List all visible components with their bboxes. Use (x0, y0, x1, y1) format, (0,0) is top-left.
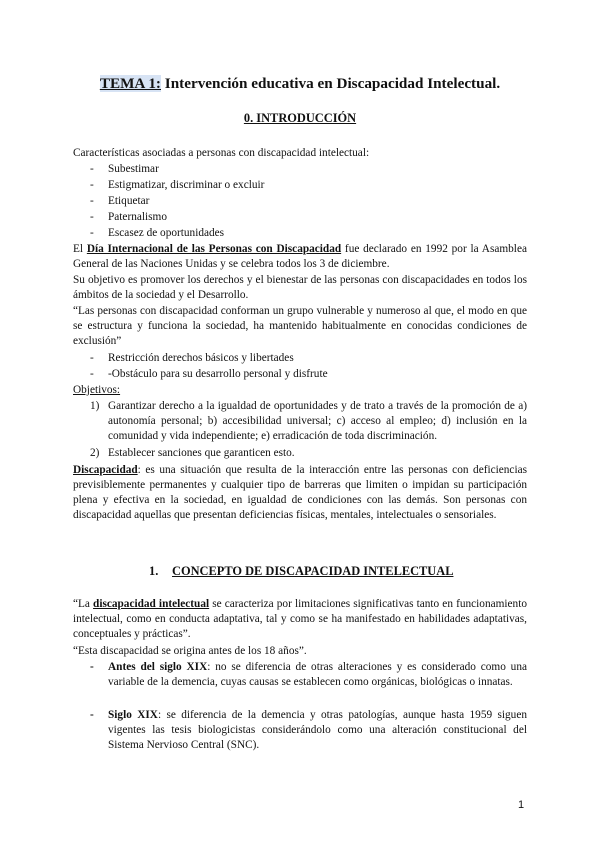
characteristics-intro: Características asociadas a personas con discapacidad intelectual: (73, 147, 370, 159)
discapacidad-intelectual-term: discapacidad intelectual (93, 598, 210, 610)
objective-paragraph: Su objetivo es promover los derechos y el bienestar de las personas con discapacidades en todos los ámbitos de la sociedad y el Desarrollo. (73, 274, 527, 302)
title-label: TEMA 1: (99, 75, 161, 92)
objetivos-label: Objetivos: (73, 384, 121, 396)
exclusion-quote: “Las personas con discapacidad conforman un grupo vulnerable y numeroso al que, el modo en que se estructura y funciona la sociedad, ha mantenido habitualmente en conocidas condiciones de exclusión” (73, 305, 527, 348)
section-heading-introduccion: 0. INTRODUCCIÓN (243, 111, 357, 125)
dia-internacional-term: Día Internacional de las Personas con Discapacidad (86, 243, 342, 255)
page-number: 1 (518, 799, 525, 811)
discapacidad-term: Discapacidad (73, 464, 138, 476)
document-title (0, 74, 600, 94)
discapacidad-definition: Discapacidad: es una situación que resulta de la interacción entre las personas con deficiencias previsiblemente permanentes y cualquier tipo de barreras que limiten o impidan su participación plena y efectiva en la sociedad, en igualdad de condiciones con las demás. Son personas con discapacidad aquellas que presentan deficiencias físicas, mentales, intelectuales o sensoriales. (73, 464, 527, 522)
title-text: Intervención educativa en Discapacidad Intelectual. (161, 75, 501, 92)
section-heading-concepto: 1. CONCEPTO DE DISCAPACIDAD INTELECTUAL (149, 564, 454, 578)
onset-statement: “Esta discapacidad se origina antes de los 18 años”. (73, 645, 307, 657)
discapacidad-intelectual-definition: “La discapacidad intelectual se caracteriza por limitaciones significativas tanto en funcionamiento intelectual, como en conducta adaptativa, tal y como se ha manifestado en habilidades adaptativas, conceptuales y prácticas”. (73, 598, 527, 641)
dia-internacional-paragraph: El Día Internacional de las Personas con Discapacidad fue declarado en 1992 por la Asamblea General de las Naciones Unidas y se celebra todos los 3 de diciembre. (73, 243, 527, 271)
